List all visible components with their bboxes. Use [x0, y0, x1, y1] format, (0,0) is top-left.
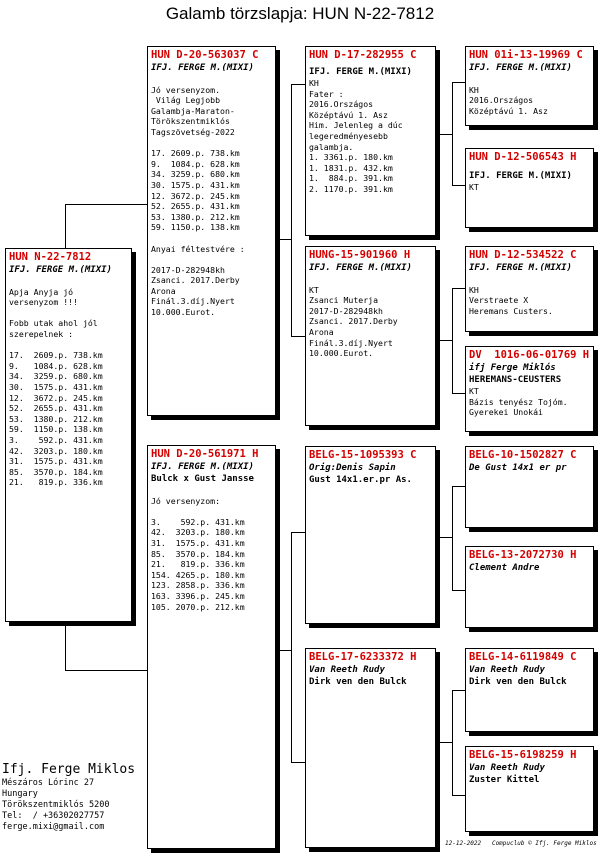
father-card	[147, 46, 276, 416]
ring-number: BELG-15-1095393 C	[309, 449, 417, 461]
owner-name: IFJ. FERGE M.(MIXI)	[9, 265, 112, 275]
footer-credit: 12-12-2022 Compuclub © Ifj. Ferge Miklos	[445, 840, 597, 847]
ring-number: BELG-14-6119849 C	[469, 651, 577, 663]
pigeon-notes: KH 2016.Országos Középtávú 1. Asz	[469, 84, 548, 116]
breeder-name: Ifj. Ferge Miklos	[2, 762, 136, 777]
connector-line	[291, 336, 305, 337]
owner-name: IFJ. FERGE M.(MIXI)	[469, 263, 572, 273]
ring-number: HUN D-17-282955 C	[309, 49, 417, 61]
pigeon-line: Dirk ven den Bulck	[309, 677, 407, 687]
ring-number: BELG-17-6233372 H	[309, 651, 417, 663]
pigeon-line: Gust 14x1.er.pr As.	[309, 475, 412, 485]
pigeon-notes: KT Bázis tenyész Tojóm. Gyerekei Unokái	[469, 386, 568, 418]
connector-line	[291, 84, 292, 336]
connector-line	[452, 590, 465, 591]
connector-line	[436, 537, 452, 538]
breeder-info	[2, 762, 135, 833]
connector-line	[452, 795, 465, 796]
ring-number: HUN D-20-561971 H	[151, 448, 259, 460]
pigeon-line: Zuster Kittel	[469, 775, 540, 785]
connector-line	[452, 82, 453, 185]
great-grandparent-card	[465, 746, 594, 832]
connector-line	[452, 185, 465, 186]
connector-line	[452, 288, 453, 393]
connector-line	[452, 393, 465, 394]
great-grandparent-card	[465, 648, 594, 732]
ring-number: HUNG-15-901960 H	[309, 249, 411, 261]
great-grandparent-card	[465, 446, 594, 528]
pigeon-line: Bulck x Gust Jansse	[151, 474, 254, 484]
owner-name: Clement Andre	[469, 563, 540, 573]
pigeon-line: Dirk ven den Bulck	[469, 677, 567, 687]
pigeon-notes: Jó versenyzom: 3. 592.p. 431.km 42. 3203.p. 180.km 31. 1575.p. 431.km 85. 3570.p. 184.km 21. 819.p. 336.km 154. 4265.p. 180.km 123. 2858.p. 336.km 163. 3396.p. 245.km 105. 2070.p. 212.km	[151, 495, 245, 612]
connector-line	[276, 650, 291, 651]
connector-line	[452, 690, 465, 691]
connector-line	[291, 532, 292, 762]
ring-number: HUN 01i-13-19969 C	[469, 49, 583, 61]
ring-number: BELG-10-1502827 C	[469, 449, 577, 461]
owner-name: IFJ. FERGE M.(MIXI)	[151, 462, 254, 472]
pigeon-notes: KT Zsanci Muterja 2017-D-282948kh Zsanci. 2017.Derby Arona Finál.3.díj.Nyert 10.000.Eurot.	[309, 284, 398, 359]
subject-card	[5, 248, 132, 622]
connector-line	[65, 670, 149, 671]
ring-number: BELG-15-6198259 H	[469, 749, 577, 761]
pigeon-notes: Apja Anyja jó versenyzom !!! Fobb utak ahol jól szerepelnek : 17. 2609.p. 738.km 9. 1084.p. 628.km 34. 3259.p. 680.km 30. 1575.p. 431.km 12. 3672.p. 245.km 52. 2655.p. 431.km 53. 1380.p. 212.km 59. 1150.p. 138.km 3. 592.p. 431.km 42. 3203.p. 180.km 31. 1575.p. 431.km 85. 3570.p. 184.km 21. 819.p. 336.km	[9, 286, 103, 488]
connector-line	[291, 532, 305, 533]
owner-name: ifj Ferge Miklós	[469, 363, 556, 373]
connector-line	[452, 486, 465, 487]
grandmother-paternal-card	[305, 246, 436, 426]
page-title: Galamb törzslapja: HUN N-22-7812	[165, 4, 435, 23]
owner-name: IFJ. FERGE M.(MIXI)	[309, 263, 412, 273]
connector-line	[65, 204, 149, 205]
ring-number: HUN D-12-506543 H	[469, 151, 577, 163]
mother-card	[147, 445, 276, 849]
connector-line	[291, 84, 305, 85]
great-grandparent-card	[465, 546, 594, 628]
great-grandparent-card	[465, 148, 594, 228]
ring-number: HUN N-22-7812	[9, 251, 92, 263]
ring-number: DV 1016-06-01769 H	[469, 349, 590, 361]
connector-line	[452, 486, 453, 590]
owner-name: IFJ. FERGE M.(MIXI)	[151, 63, 254, 73]
grandfather-paternal-card	[305, 46, 436, 236]
ring-number: HUN D-12-534522 C	[469, 249, 577, 261]
connector-line	[452, 288, 465, 289]
owner-name: Van Reeth Rudy	[309, 665, 385, 675]
connector-line	[436, 134, 452, 135]
connector-line	[436, 340, 452, 341]
connector-line	[452, 690, 453, 795]
great-grandparent-card	[465, 46, 594, 126]
grandmother-maternal-card	[305, 648, 436, 848]
pigeon-notes: Jó versenyzom. Világ Legjobb Galambja-Maraton- Törökszentmiklós Tagszövetség-2022 17. 2609.p. 738.km 9. 1084.p. 628.km 34. 3259.p. 680.km 30. 1575.p. 431.km 12. 3672.p. 245.km 52. 2655.p. 431.km 53. 1380.p. 212.km 59. 1150.p. 138.km Anyai féltestvére : 2017-D-282948kh Zsanci. 2017.Derby Arona Finál.3.díj.Nyert 10.000.Eurot.	[151, 84, 245, 318]
pigeon-notes: KT	[469, 182, 479, 192]
pigeon-line: IFJ. FERGE M.(MIXI)	[309, 67, 412, 77]
pigeon-line: IFJ. FERGE M.(MIXI)	[469, 171, 572, 181]
connector-line	[452, 82, 465, 83]
pigeon-line: HEREMANS-CEUSTERS	[469, 375, 562, 385]
pigeon-notes: KH Verstraete X Heremans Custers.	[469, 284, 553, 316]
connector-line	[291, 762, 305, 763]
owner-name: De Gust 14x1 er pr	[469, 463, 567, 473]
great-grandparent-card	[465, 246, 594, 332]
owner-name: Van Reeth Rudy	[469, 665, 545, 675]
grandfather-maternal-card	[305, 446, 436, 624]
connector-line	[436, 742, 452, 743]
ring-number: HUN D-20-563037 C	[151, 49, 259, 61]
owner-name: IFJ. FERGE M.(MIXI)	[469, 63, 572, 73]
great-grandparent-card	[465, 346, 594, 432]
breeder-address: Mészáros Lórinc 27 Hungary Törökszentmiklós 5200 Tel: / +36302027757 ferge.mixi@gmail.com	[2, 778, 110, 832]
owner-name: Orig:Denis Sapin	[309, 463, 396, 473]
owner-name: Van Reeth Rudy	[469, 763, 545, 773]
connector-line	[276, 239, 291, 240]
pigeon-notes: KH Fater : 2016.Országos Középtávú 1. Asz Him. Jelenleg a dúc legeredményesebb galambja. 1. 3361.p. 180.km 1. 1831.p. 432.km 1. 884.p. 391.km 2. 1170.p. 391.km	[309, 78, 403, 194]
ring-number: BELG-13-2072730 H	[469, 549, 577, 561]
